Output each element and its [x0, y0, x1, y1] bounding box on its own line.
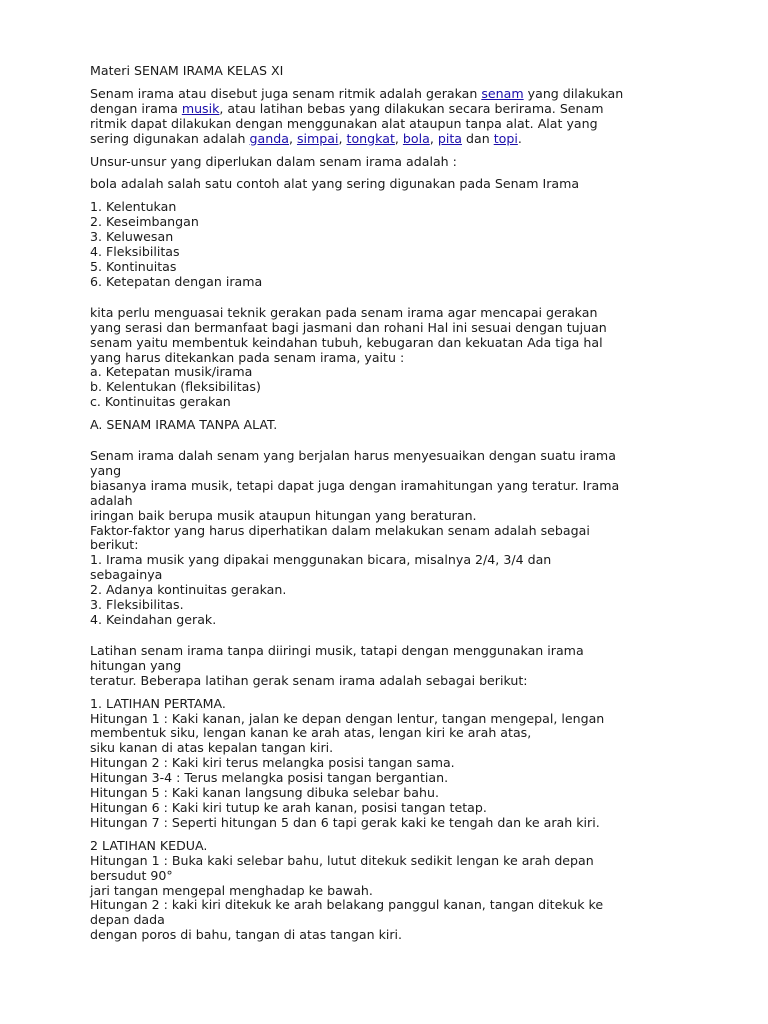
latihan-pertama: [90, 697, 690, 831]
text-line: kita perlu menguasai teknik gerakan pada senam irama agar mencapai gerakan: [90, 304, 598, 320]
separator: .: [517, 130, 522, 146]
intro-text: yang dilakukan: [523, 85, 624, 101]
list-item: a. Ketepatan musik/irama: [90, 364, 253, 380]
intro-line-4: [90, 132, 690, 147]
list-item: 1. Irama musik yang dipakai menggunakan bicara, misalnya 2/4, 3/4 dan: [90, 552, 552, 568]
intro-text: dengan irama: [90, 100, 182, 116]
text-line: berikut:: [90, 537, 139, 553]
list-item: 2. Adanya kontinuitas gerakan.: [90, 582, 287, 598]
link-simpai[interactable]: simpai: [296, 130, 339, 146]
text-line: Hitungan 2 : kaki kiri ditekuk ke arah belakang panggul kanan, tangan ditekuk ke: [90, 897, 604, 913]
text-line: teratur. Beberapa latihan gerak senam irama adalah sebagai berikut:: [90, 672, 528, 688]
list-item: 2. Keseimbangan: [90, 214, 199, 230]
list-item: 5. Kontinuitas: [90, 258, 177, 274]
text-line: bersudut 90°: [90, 867, 173, 883]
text-line: siku kanan di atas kepalan tangan kiri.: [90, 740, 334, 756]
intro-text: Senam irama atau disebut juga senam ritmik adalah gerakan: [90, 85, 482, 101]
intro-text: , atau latihan bebas yang dilakukan secara berirama. Senam: [219, 100, 604, 116]
list-item: 4. Fleksibilitas: [90, 244, 180, 260]
text-line: Hitungan 3-4 : Terus melangka posisi tangan bergantian.: [90, 770, 449, 786]
section-heading: 2 LATIHAN KEDUA.: [90, 837, 208, 853]
section-heading: 1. LATIHAN PERTAMA.: [90, 695, 226, 711]
link-bola[interactable]: bola: [402, 130, 430, 146]
intro-line-2: [90, 102, 690, 117]
text-line: yang: [90, 462, 122, 478]
intro-line-1: [90, 87, 690, 102]
text-line: Faktor-faktor yang harus diperhatikan dalam melakukan senam adalah sebagai: [90, 522, 590, 538]
list-item: b. Kelentukan (fleksibilitas): [90, 379, 261, 395]
text-line: biasanya irama musik, tetapi dapat juga dengan iramahitungan yang teratur. Irama: [90, 477, 620, 493]
section-a-heading: A. SENAM IRAMA TANPA ALAT.: [90, 417, 278, 433]
list-item: 3. Fleksibilitas.: [90, 597, 184, 613]
separator: ,: [429, 130, 438, 146]
text-line: Hitungan 5 : Kaki kanan langsung dibuka selebar bahu.: [90, 785, 439, 801]
text-line: Hitungan 1 : Buka kaki selebar bahu, lutut ditekuk sedikit lengan ke arah depan: [90, 852, 594, 868]
list-item: c. Kontinuitas gerakan: [90, 394, 231, 410]
text-line: Hitungan 1 : Kaki kanan, jalan ke depan dengan lentur, tangan mengepal, lengan: [90, 710, 605, 726]
link-ganda[interactable]: ganda: [249, 130, 289, 146]
link-topi[interactable]: topi: [493, 130, 518, 146]
text-line: dengan poros di bahu, tangan di atas tangan kiri.: [90, 927, 403, 943]
link-pita[interactable]: pita: [437, 130, 462, 146]
teknik-paragraph: [90, 306, 690, 410]
latihan-kedua: [90, 839, 690, 943]
separator: ,: [338, 130, 347, 146]
separator: dan: [462, 130, 494, 146]
text-line: sebagainya: [90, 567, 163, 583]
text-line: adalah: [90, 492, 133, 508]
unsur-heading: Unsur-unsur yang diperlukan dalam senam irama adalah :: [90, 153, 457, 169]
text-line: yang harus ditekankan pada senam irama, yaitu :: [90, 349, 405, 365]
list-item: 3. Keluwesan: [90, 229, 174, 245]
text-line: Hitungan 6 : Kaki kiri tutup ke arah kanan, posisi tangan tetap.: [90, 799, 487, 815]
text-line: Senam irama dalah senam yang berjalan harus menyesuaikan dengan suatu irama: [90, 448, 616, 464]
text-line: depan dada: [90, 912, 165, 928]
text-line: jari tangan mengepal menghadap ke bawah.: [90, 882, 373, 898]
link-senam[interactable]: senam: [481, 85, 524, 101]
intro-paragraph: [90, 87, 690, 147]
text-line: Hitungan 2 : Kaki kiri terus melangka posisi tangan sama.: [90, 755, 455, 771]
text-line: yang serasi dan bermanfaat bagi jasmani dan rohani Hal ini sesuai dengan tujuan: [90, 319, 607, 335]
section-a-paragraph: [90, 449, 690, 628]
list-item: 6. Ketepatan dengan irama: [90, 273, 263, 289]
text-line: iringan baik berupa musik ataupun hitungan yang beraturan.: [90, 507, 477, 523]
text-line: Hitungan 7 : Seperti hitungan 5 dan 6 tapi gerak kaki ke tengah dan ke arah kiri.: [90, 814, 600, 830]
separator: ,: [288, 130, 297, 146]
text-line: senam yaitu membentuk keindahan tubuh, kebugaran dan kekuatan Ada tiga hal: [90, 334, 603, 350]
list-item: 1. Kelentukan: [90, 199, 177, 215]
text-line: Latihan senam irama tanpa diiringi musik, tatapi dengan menggunakan irama: [90, 642, 584, 658]
bola-sentence: bola adalah salah satu contoh alat yang sering digunakan pada Senam Irama: [90, 176, 580, 192]
link-musik[interactable]: musik: [181, 100, 220, 116]
document-page: [90, 64, 690, 951]
separator: ,: [394, 130, 403, 146]
link-tongkat[interactable]: tongkat: [346, 130, 395, 146]
text-line: membentuk siku, lengan kanan ke arah atas, lengan kiri ke arah atas,: [90, 725, 532, 741]
list-item: 4. Keindahan gerak.: [90, 612, 217, 627]
intro-line-3: ritmik dapat dilakukan dengan menggunakan alat ataupun tanpa alat. Alat yang: [90, 115, 598, 131]
intro-text: sering digunakan adalah: [90, 130, 250, 146]
latihan-intro: [90, 644, 690, 689]
document-title: Materi SENAM IRAMA KELAS XI: [90, 63, 284, 78]
unsur-list: [90, 200, 690, 289]
text-line: hitungan yang: [90, 657, 182, 673]
